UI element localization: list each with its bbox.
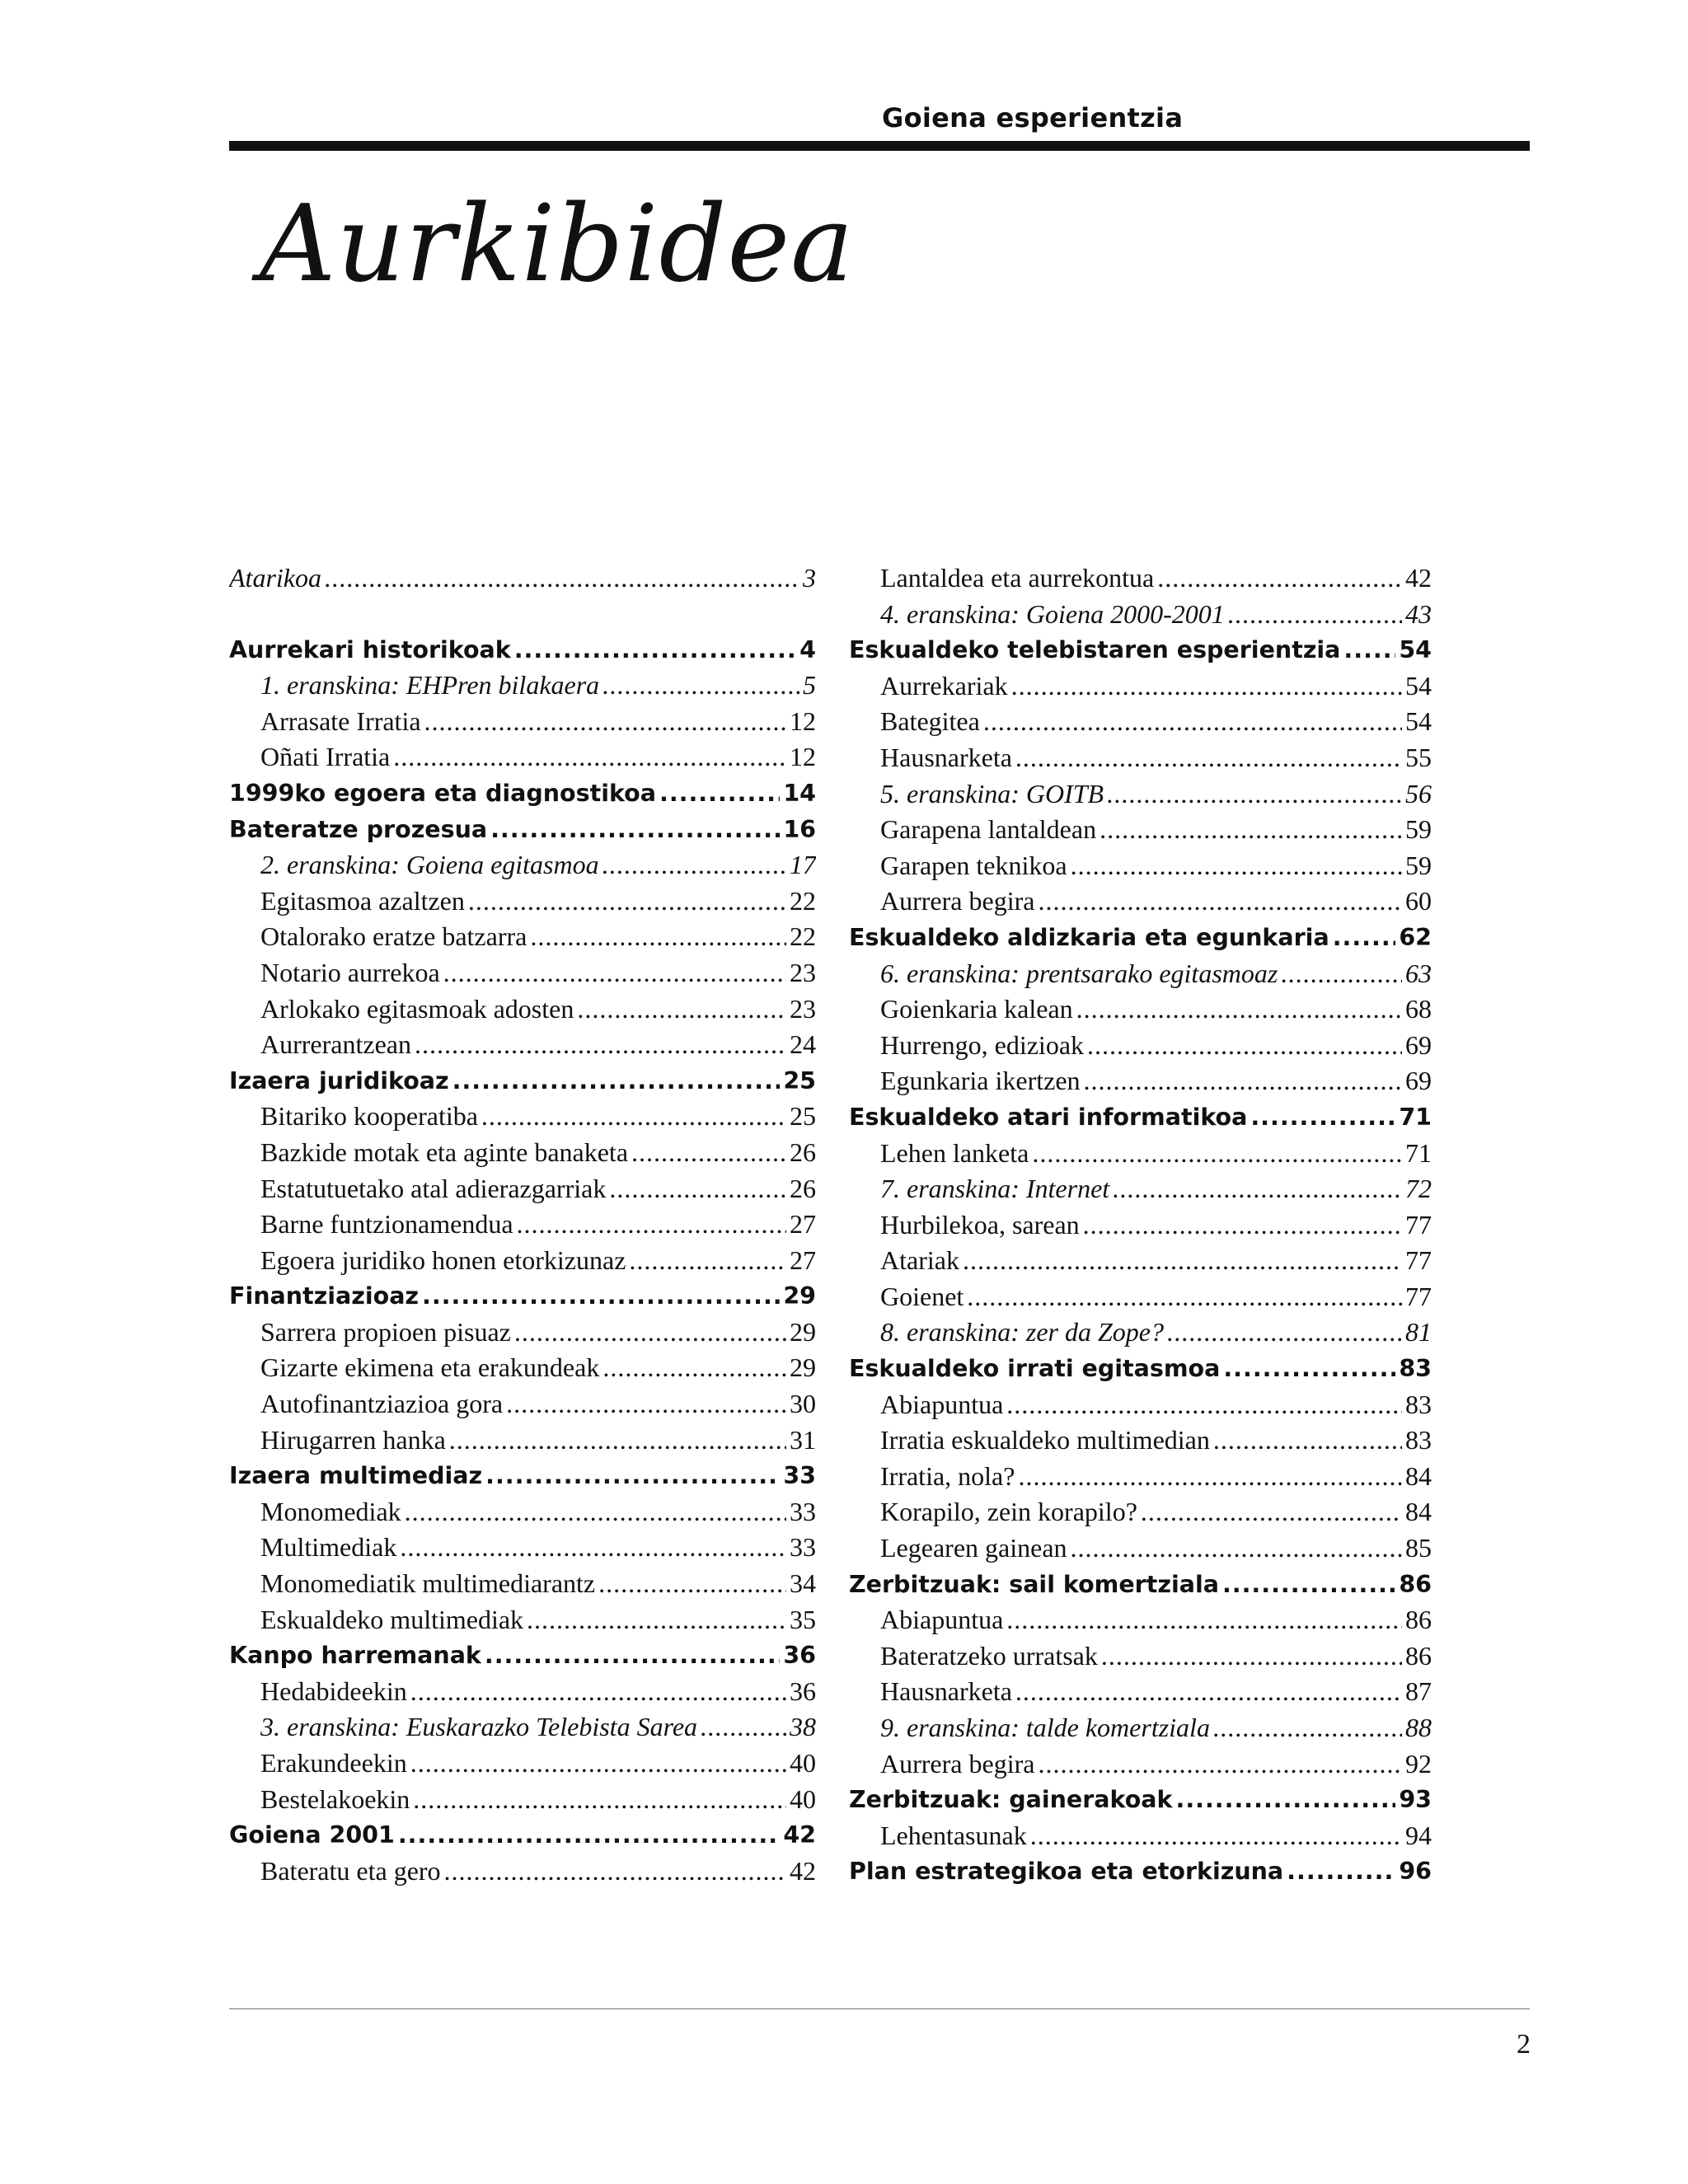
toc-entry	[849, 1387, 1432, 1423]
toc-entry	[229, 560, 816, 597]
toc-page-number: 38	[790, 1712, 816, 1742]
toc-entry	[849, 1063, 1432, 1099]
toc-section-entry	[229, 812, 816, 848]
page-title: Aurkibidea	[260, 183, 855, 306]
toc-dot-leader	[1087, 1028, 1402, 1064]
toc-section-entry	[229, 1458, 816, 1494]
toc-page-number: 71	[1405, 1137, 1432, 1168]
toc-page-number: 92	[1405, 1748, 1432, 1779]
toc-page-number: 84	[1405, 1460, 1432, 1491]
toc-dot-leader	[1038, 1746, 1402, 1783]
toc-page-number: 33	[790, 1532, 816, 1563]
toc-entry-title: Goiena 2001	[229, 1821, 395, 1849]
toc-entry-title: Garapena lantaldean	[880, 814, 1097, 845]
toc-page-number: 35	[790, 1604, 816, 1634]
toc-entry-title: 5. eranskina: GOITB	[880, 778, 1104, 808]
toc-entry-title: Izaera multimediaz	[229, 1462, 483, 1490]
toc-page-number: 36	[783, 1642, 816, 1670]
toc-entry	[229, 1854, 816, 1890]
toc-page-number: 23	[790, 957, 816, 987]
toc-page-number: 60	[1405, 886, 1432, 916]
toc-dot-leader	[577, 991, 786, 1028]
toc-section-entry	[229, 1638, 816, 1674]
toc-entry-title: Hausnarketa	[880, 1676, 1012, 1707]
toc-entry	[229, 704, 816, 740]
toc-page-number: 72	[1405, 1174, 1432, 1204]
toc-page-number: 14	[783, 779, 816, 807]
toc-page-number: 25	[783, 1066, 816, 1094]
toc-entry	[229, 847, 816, 883]
toc-entry-title: Goienkaria kalean	[880, 994, 1073, 1024]
toc-entry-title: Bateratze prozesua	[229, 815, 488, 843]
toc-entry	[849, 1171, 1432, 1207]
toc-entry-title: Finantziazioaz	[229, 1282, 420, 1310]
toc-dot-leader	[1141, 1494, 1402, 1530]
toc-entry-title: 1. eranskina: EHPren bilakaera	[260, 670, 600, 701]
toc-entry	[229, 1243, 816, 1279]
toc-entry-title: 7. eranskina: Internet	[880, 1174, 1110, 1204]
toc-page-number: 16	[783, 815, 816, 843]
toc-entry	[849, 812, 1432, 848]
toc-entry-title: Irratia, nola?	[880, 1460, 1015, 1491]
toc-page-number: 30	[790, 1389, 816, 1419]
toc-dot-leader	[967, 1279, 1402, 1315]
toc-dot-leader	[400, 1530, 786, 1566]
toc-entry	[849, 1674, 1432, 1710]
toc-entry	[229, 1422, 816, 1459]
toc-dot-leader	[1032, 1136, 1402, 1172]
toc-page-number: 83	[1405, 1425, 1432, 1455]
toc-dot-leader	[1038, 883, 1402, 920]
toc-dot-leader	[1228, 597, 1402, 633]
toc-entry-title: 4. eranskina: Goiena 2000-2001	[880, 598, 1225, 629]
toc-entry-title: Izaera juridikoaz	[229, 1066, 449, 1094]
toc-page-number: 34	[790, 1568, 816, 1599]
toc-page-number: 26	[790, 1173, 816, 1203]
toc-entry-title: Garapen teknikoa	[880, 850, 1067, 880]
toc-dot-leader	[1157, 560, 1402, 597]
toc-entry	[849, 1243, 1432, 1279]
footer-rule	[229, 2008, 1530, 2009]
toc-entry-title: Barne funtzionamendua	[260, 1209, 513, 1240]
toc-entry	[229, 1027, 816, 1063]
toc-entry-title: Atariak	[880, 1245, 959, 1276]
toc-entry-title: Aurrerantzean	[260, 1029, 411, 1060]
toc-page-number: 29	[790, 1352, 816, 1383]
toc-entry	[849, 776, 1432, 813]
toc-dot-leader	[424, 704, 786, 740]
toc-entry-title: Zerbitzuak: gainerakoak	[849, 1786, 1173, 1814]
toc-dot-leader	[1071, 848, 1402, 884]
toc-entry	[849, 704, 1432, 740]
toc-dot-leader	[1015, 1674, 1402, 1710]
toc-dot-leader	[410, 1674, 786, 1710]
toc-dot-leader	[410, 1746, 786, 1782]
toc-entry	[229, 1674, 816, 1710]
toc-entry-title: Lehen lanketa	[880, 1137, 1029, 1168]
toc-page-number: 68	[1405, 994, 1432, 1024]
toc-dot-leader	[629, 1243, 786, 1279]
toc-page-number: 81	[1405, 1317, 1432, 1347]
toc-dot-leader	[631, 1135, 786, 1171]
toc-page-number: 42	[790, 1855, 816, 1886]
toc-entry-title: 1999ko egoera eta diagnostikoa	[229, 779, 656, 807]
toc-entry-title: Lehentasunak	[880, 1820, 1027, 1850]
toc-dot-leader	[1167, 1315, 1402, 1351]
toc-entry-title: Erakundeekin	[260, 1748, 407, 1778]
toc-dot-leader	[527, 1602, 786, 1638]
toc-entry-title: Abiapuntua	[880, 1389, 1004, 1419]
toc-entry	[229, 1602, 816, 1638]
toc-entry-title: Notario aurrekoa	[260, 957, 440, 987]
toc-page-number: 17	[790, 850, 816, 880]
toc-entry-title: Arlokako egitasmoak adosten	[260, 993, 574, 1024]
toc-dot-leader	[701, 1709, 786, 1746]
toc-entry	[849, 1459, 1432, 1495]
toc-page-number: 88	[1405, 1713, 1432, 1742]
toc-page-number: 22	[790, 885, 816, 916]
toc-page-number: 86	[1399, 1570, 1432, 1598]
toc-dot-leader	[444, 1854, 786, 1890]
toc-entry	[229, 1566, 816, 1602]
toc-section-entry	[229, 1278, 816, 1315]
toc-dot-leader	[963, 1243, 1402, 1279]
toc-entry-title: Eskualdeko aldizkaria eta egunkaria	[849, 923, 1329, 951]
toc-entry-title: Eskualdeko multimediak	[260, 1604, 524, 1634]
toc-page-number: 56	[1405, 778, 1432, 808]
toc-entry-title: Atarikoa	[229, 563, 321, 593]
toc-entry-title: Autofinantziazioa gora	[260, 1389, 504, 1419]
toc-entry	[229, 1315, 816, 1351]
toc-entry	[849, 1602, 1432, 1638]
toc-entry	[849, 1710, 1432, 1746]
toc-dot-leader	[415, 1027, 786, 1063]
toc-entry	[229, 1350, 816, 1386]
toc-page-number: 31	[790, 1424, 816, 1455]
toc-entry-title: Hurbilekoa, sarean	[880, 1209, 1080, 1240]
toc-dot-leader	[1071, 1530, 1402, 1567]
toc-entry-title: Aurrera begira	[880, 886, 1035, 916]
toc-entry-title: Eskualdeko atari informatikoa	[849, 1103, 1248, 1131]
toc-page-number: 55	[1405, 742, 1432, 772]
running-header: Goiena esperientzia	[882, 102, 1184, 134]
toc-entry	[229, 1782, 816, 1818]
toc-right-column	[849, 560, 1432, 1890]
toc-section-entry	[229, 776, 816, 812]
toc-section-entry	[229, 1817, 816, 1854]
toc-section-entry	[229, 1063, 816, 1099]
toc-dot-leader	[413, 1782, 786, 1818]
toc-page-number: 85	[1405, 1533, 1432, 1563]
toc-page-number: 84	[1405, 1497, 1432, 1527]
toc-page-number: 33	[790, 1496, 816, 1526]
toc-dot-leader	[659, 776, 780, 812]
toc-dot-leader	[1222, 1567, 1395, 1603]
toc-dot-leader	[1250, 1099, 1395, 1136]
toc-section-entry	[849, 920, 1432, 956]
toc-dot-leader	[530, 919, 786, 955]
toc-page-number: 23	[790, 993, 816, 1024]
toc-dot-leader	[449, 1422, 786, 1459]
toc-entry-title: Aurrekari historikoak	[229, 635, 511, 663]
toc-entry	[849, 1028, 1432, 1064]
toc-dot-leader	[1076, 991, 1402, 1028]
toc-entry-title: Egunkaria ikertzen	[880, 1066, 1081, 1096]
toc-entry-title: Bazkide motak eta aginte banaketa	[260, 1137, 629, 1167]
toc-entry	[229, 1746, 816, 1782]
toc-entry-title: Legearen gainean	[880, 1533, 1067, 1563]
toc-dot-leader	[603, 668, 799, 704]
toc-entry	[229, 883, 816, 920]
toc-entry	[229, 1494, 816, 1530]
toc-entry	[849, 1746, 1432, 1783]
toc-entry	[229, 668, 816, 704]
toc-dot-leader	[1018, 1459, 1402, 1495]
toc-page-number: 69	[1405, 1066, 1432, 1096]
toc-entry	[849, 1136, 1432, 1172]
toc-entry-title: Hedabideekin	[260, 1675, 407, 1706]
toc-entry	[229, 955, 816, 991]
toc-dot-leader	[1006, 1387, 1402, 1423]
toc-page-number: 33	[783, 1462, 816, 1490]
toc-entry-title: 6. eranskina: prentsarako egitasmoaz	[880, 958, 1278, 988]
toc-page-number: 77	[1405, 1281, 1432, 1311]
toc-dot-leader	[1030, 1818, 1402, 1854]
toc-entry	[849, 1315, 1432, 1351]
toc-dot-leader	[405, 1494, 786, 1530]
toc-entry	[229, 1171, 816, 1207]
toc-entry-title: Lantaldea eta aurrekontua	[880, 563, 1155, 593]
toc-page-number: 12	[790, 742, 816, 772]
toc-entry-title: Hurrengo, edizioak	[880, 1029, 1085, 1060]
toc-dot-leader	[603, 847, 786, 883]
toc-entry	[229, 1099, 816, 1135]
toc-page-number: 83	[1405, 1389, 1432, 1419]
toc-entry-title: Hausnarketa	[880, 742, 1012, 772]
toc-dot-leader	[506, 1386, 786, 1422]
toc-page-number: 69	[1405, 1029, 1432, 1060]
toc-page-number: 63	[1405, 958, 1432, 988]
toc-page-number: 12	[790, 705, 816, 736]
toc-section-entry	[849, 1782, 1432, 1818]
toc-dot-leader	[1281, 956, 1402, 992]
toc-dot-leader	[1213, 1710, 1402, 1746]
toc-entry-title: Multimediak	[260, 1532, 397, 1563]
header-rule	[229, 141, 1530, 151]
page-number: 2	[1517, 2029, 1531, 2060]
toc-page-number: 59	[1405, 850, 1432, 880]
toc-entry-title: Aurrekariak	[880, 670, 1008, 701]
toc-entry	[229, 1207, 816, 1243]
toc-page-number: 94	[1405, 1820, 1432, 1850]
toc-entry	[849, 1818, 1432, 1854]
toc-page-number: 25	[790, 1101, 816, 1132]
toc-page-number: 86	[1405, 1605, 1432, 1635]
toc-dot-leader	[1100, 812, 1402, 848]
toc-entry-title: Egitasmoa azaltzen	[260, 885, 465, 916]
toc-page-number: 27	[790, 1209, 816, 1240]
toc-entry-title: Sarrera propioen pisuaz	[260, 1316, 511, 1347]
toc-entry	[229, 1530, 816, 1566]
toc-page-number: 54	[1399, 636, 1432, 664]
toc-entry	[229, 991, 816, 1028]
toc-entry-title: 8. eranskina: zer da Zope?	[880, 1317, 1164, 1347]
toc-dot-leader	[514, 632, 796, 668]
toc-entry-title: Aurrera begira	[880, 1748, 1035, 1779]
toc-dot-leader	[603, 1350, 786, 1386]
toc-entry-title: Irratia eskualdeko multimedian	[880, 1425, 1210, 1455]
toc-entry-title: Arrasate Irratia	[260, 705, 421, 736]
toc-dot-leader	[325, 560, 799, 597]
toc-entry-title: Eskualdeko irrati egitasmoa	[849, 1355, 1221, 1383]
toc-left-column	[229, 560, 816, 1889]
toc-dot-leader	[443, 955, 786, 991]
toc-page-number: 3	[803, 563, 816, 593]
toc-page-number: 87	[1405, 1676, 1432, 1707]
toc-page-number: 93	[1399, 1786, 1432, 1814]
toc-page-number: 4	[799, 635, 816, 663]
toc-entry	[849, 1207, 1432, 1244]
toc-section-entry	[849, 1099, 1432, 1136]
toc-page-number: 40	[790, 1748, 816, 1778]
toc-page-number: 5	[803, 670, 816, 701]
toc-page-number: 24	[790, 1029, 816, 1060]
toc-page-number: 29	[783, 1282, 816, 1310]
toc-dot-leader	[598, 1566, 786, 1602]
toc-dot-leader	[517, 1207, 786, 1243]
toc-dot-leader	[1083, 1207, 1402, 1244]
toc-entry-title: Bestelakoekin	[260, 1783, 410, 1814]
toc-dot-leader	[983, 704, 1402, 740]
toc-entry-title: Monomediatik multimediarantz	[260, 1568, 596, 1599]
toc-dot-leader	[393, 739, 786, 776]
toc-entry	[849, 991, 1432, 1028]
toc-entry-title: 9. eranskina: talde komertziala	[880, 1713, 1210, 1742]
toc-section-entry	[849, 1854, 1432, 1890]
toc-entry-title: Monomediak	[260, 1496, 401, 1526]
toc-page-number: 77	[1405, 1209, 1432, 1240]
toc-page-number: 71	[1399, 1103, 1432, 1131]
toc-dot-leader	[1223, 1351, 1395, 1387]
toc-entry	[849, 597, 1432, 633]
toc-entry-title: Bateratu eta gero	[260, 1855, 441, 1886]
toc-entry	[229, 919, 816, 955]
toc-dot-leader	[1333, 920, 1396, 956]
toc-page-number: 54	[1405, 706, 1432, 737]
toc-entry-title: 3. eranskina: Euskarazko Telebista Sarea	[260, 1712, 698, 1742]
toc-dot-leader	[1006, 1602, 1402, 1638]
toc-dot-leader	[452, 1063, 781, 1099]
toc-dot-leader	[1287, 1854, 1395, 1890]
toc-dot-leader	[485, 1638, 780, 1674]
toc-entry-title: Otalorako eratze batzarra	[260, 921, 528, 952]
toc-dot-leader	[481, 1099, 786, 1135]
toc-page-number: 36	[790, 1675, 816, 1706]
toc-entry-title: Hirugarren hanka	[260, 1424, 446, 1455]
toc-dot-leader	[1343, 632, 1395, 668]
toc-page-number: 54	[1405, 670, 1432, 701]
toc-entry-title: Estatutuetako atal adierazgarriak	[260, 1173, 607, 1203]
toc-dot-leader	[485, 1458, 780, 1494]
toc-page-number: 42	[1405, 563, 1432, 593]
toc-entry	[849, 1530, 1432, 1567]
toc-section-entry	[229, 632, 816, 668]
toc-dot-leader	[1107, 776, 1402, 813]
toc-entry-title: Korapilo, zein korapilo?	[880, 1497, 1137, 1527]
toc-entry	[849, 668, 1432, 705]
toc-page-number: 29	[790, 1316, 816, 1347]
toc-section-entry	[849, 1351, 1432, 1387]
toc-dot-leader	[398, 1817, 780, 1854]
toc-page-number: 77	[1405, 1245, 1432, 1276]
toc-entry-title: Bitariko kooperatiba	[260, 1101, 478, 1132]
toc-dot-leader	[1084, 1063, 1402, 1099]
toc-entry	[849, 848, 1432, 884]
toc-page-number: 43	[1405, 598, 1432, 629]
toc-entry-title: Bategitea	[880, 706, 980, 737]
toc-page-number: 27	[790, 1244, 816, 1275]
toc-page-number: 62	[1399, 923, 1432, 951]
toc-entry-title: Oñati Irratia	[260, 742, 391, 772]
toc-page-number: 22	[790, 921, 816, 952]
toc-entry-title: Zerbitzuak: sail komertziala	[849, 1570, 1219, 1598]
toc-dot-leader	[422, 1278, 780, 1315]
toc-entry	[849, 740, 1432, 776]
toc-entry	[849, 956, 1432, 992]
toc-dot-leader	[1176, 1782, 1396, 1818]
toc-entry-title: Kanpo harremanak	[229, 1642, 481, 1670]
toc-dot-leader	[514, 1315, 786, 1351]
toc-entry	[849, 1494, 1432, 1530]
toc-page-number: 40	[790, 1783, 816, 1814]
toc-page-number: 96	[1399, 1858, 1432, 1886]
toc-dot-leader	[1011, 668, 1402, 705]
toc-section-entry	[849, 1567, 1432, 1603]
toc-entry-title: Abiapuntua	[880, 1605, 1004, 1635]
toc-dot-leader	[468, 883, 786, 920]
toc-dot-leader	[490, 812, 780, 848]
toc-dot-leader	[1015, 740, 1402, 776]
toc-entry	[849, 1422, 1432, 1459]
toc-page-number: 26	[790, 1137, 816, 1167]
toc-entry	[229, 1709, 816, 1746]
toc-entry	[849, 1638, 1432, 1675]
toc-entry	[849, 560, 1432, 597]
toc-entry-title: Egoera juridiko honen etorkizunaz	[260, 1244, 626, 1275]
toc-page-number: 42	[783, 1821, 816, 1849]
toc-entry-title: 2. eranskina: Goiena egitasmoa	[260, 850, 599, 880]
toc-entry-title: Eskualdeko telebistaren esperientzia	[849, 636, 1341, 664]
toc-entry-title: Gizarte ekimena eta erakundeak	[260, 1352, 600, 1383]
toc-entry	[229, 1386, 816, 1422]
toc-entry	[229, 1135, 816, 1171]
toc-page-number: 83	[1399, 1355, 1432, 1383]
toc-page-number: 86	[1405, 1640, 1432, 1671]
toc-entry	[849, 883, 1432, 920]
toc-dot-leader	[1101, 1638, 1402, 1675]
toc-dot-leader	[1213, 1422, 1402, 1459]
toc-entry-title: Bateratzeko urratsak	[880, 1640, 1098, 1671]
toc-entry-title: Plan estrategikoa eta etorkizuna	[849, 1858, 1284, 1886]
toc-dot-leader	[609, 1171, 786, 1207]
toc-page-number: 59	[1405, 814, 1432, 845]
toc-dot-leader	[1113, 1171, 1402, 1207]
toc-entry	[849, 1279, 1432, 1315]
toc-entry	[229, 739, 816, 776]
toc-entry-title: Goienet	[880, 1281, 964, 1311]
toc-section-entry	[849, 632, 1432, 668]
